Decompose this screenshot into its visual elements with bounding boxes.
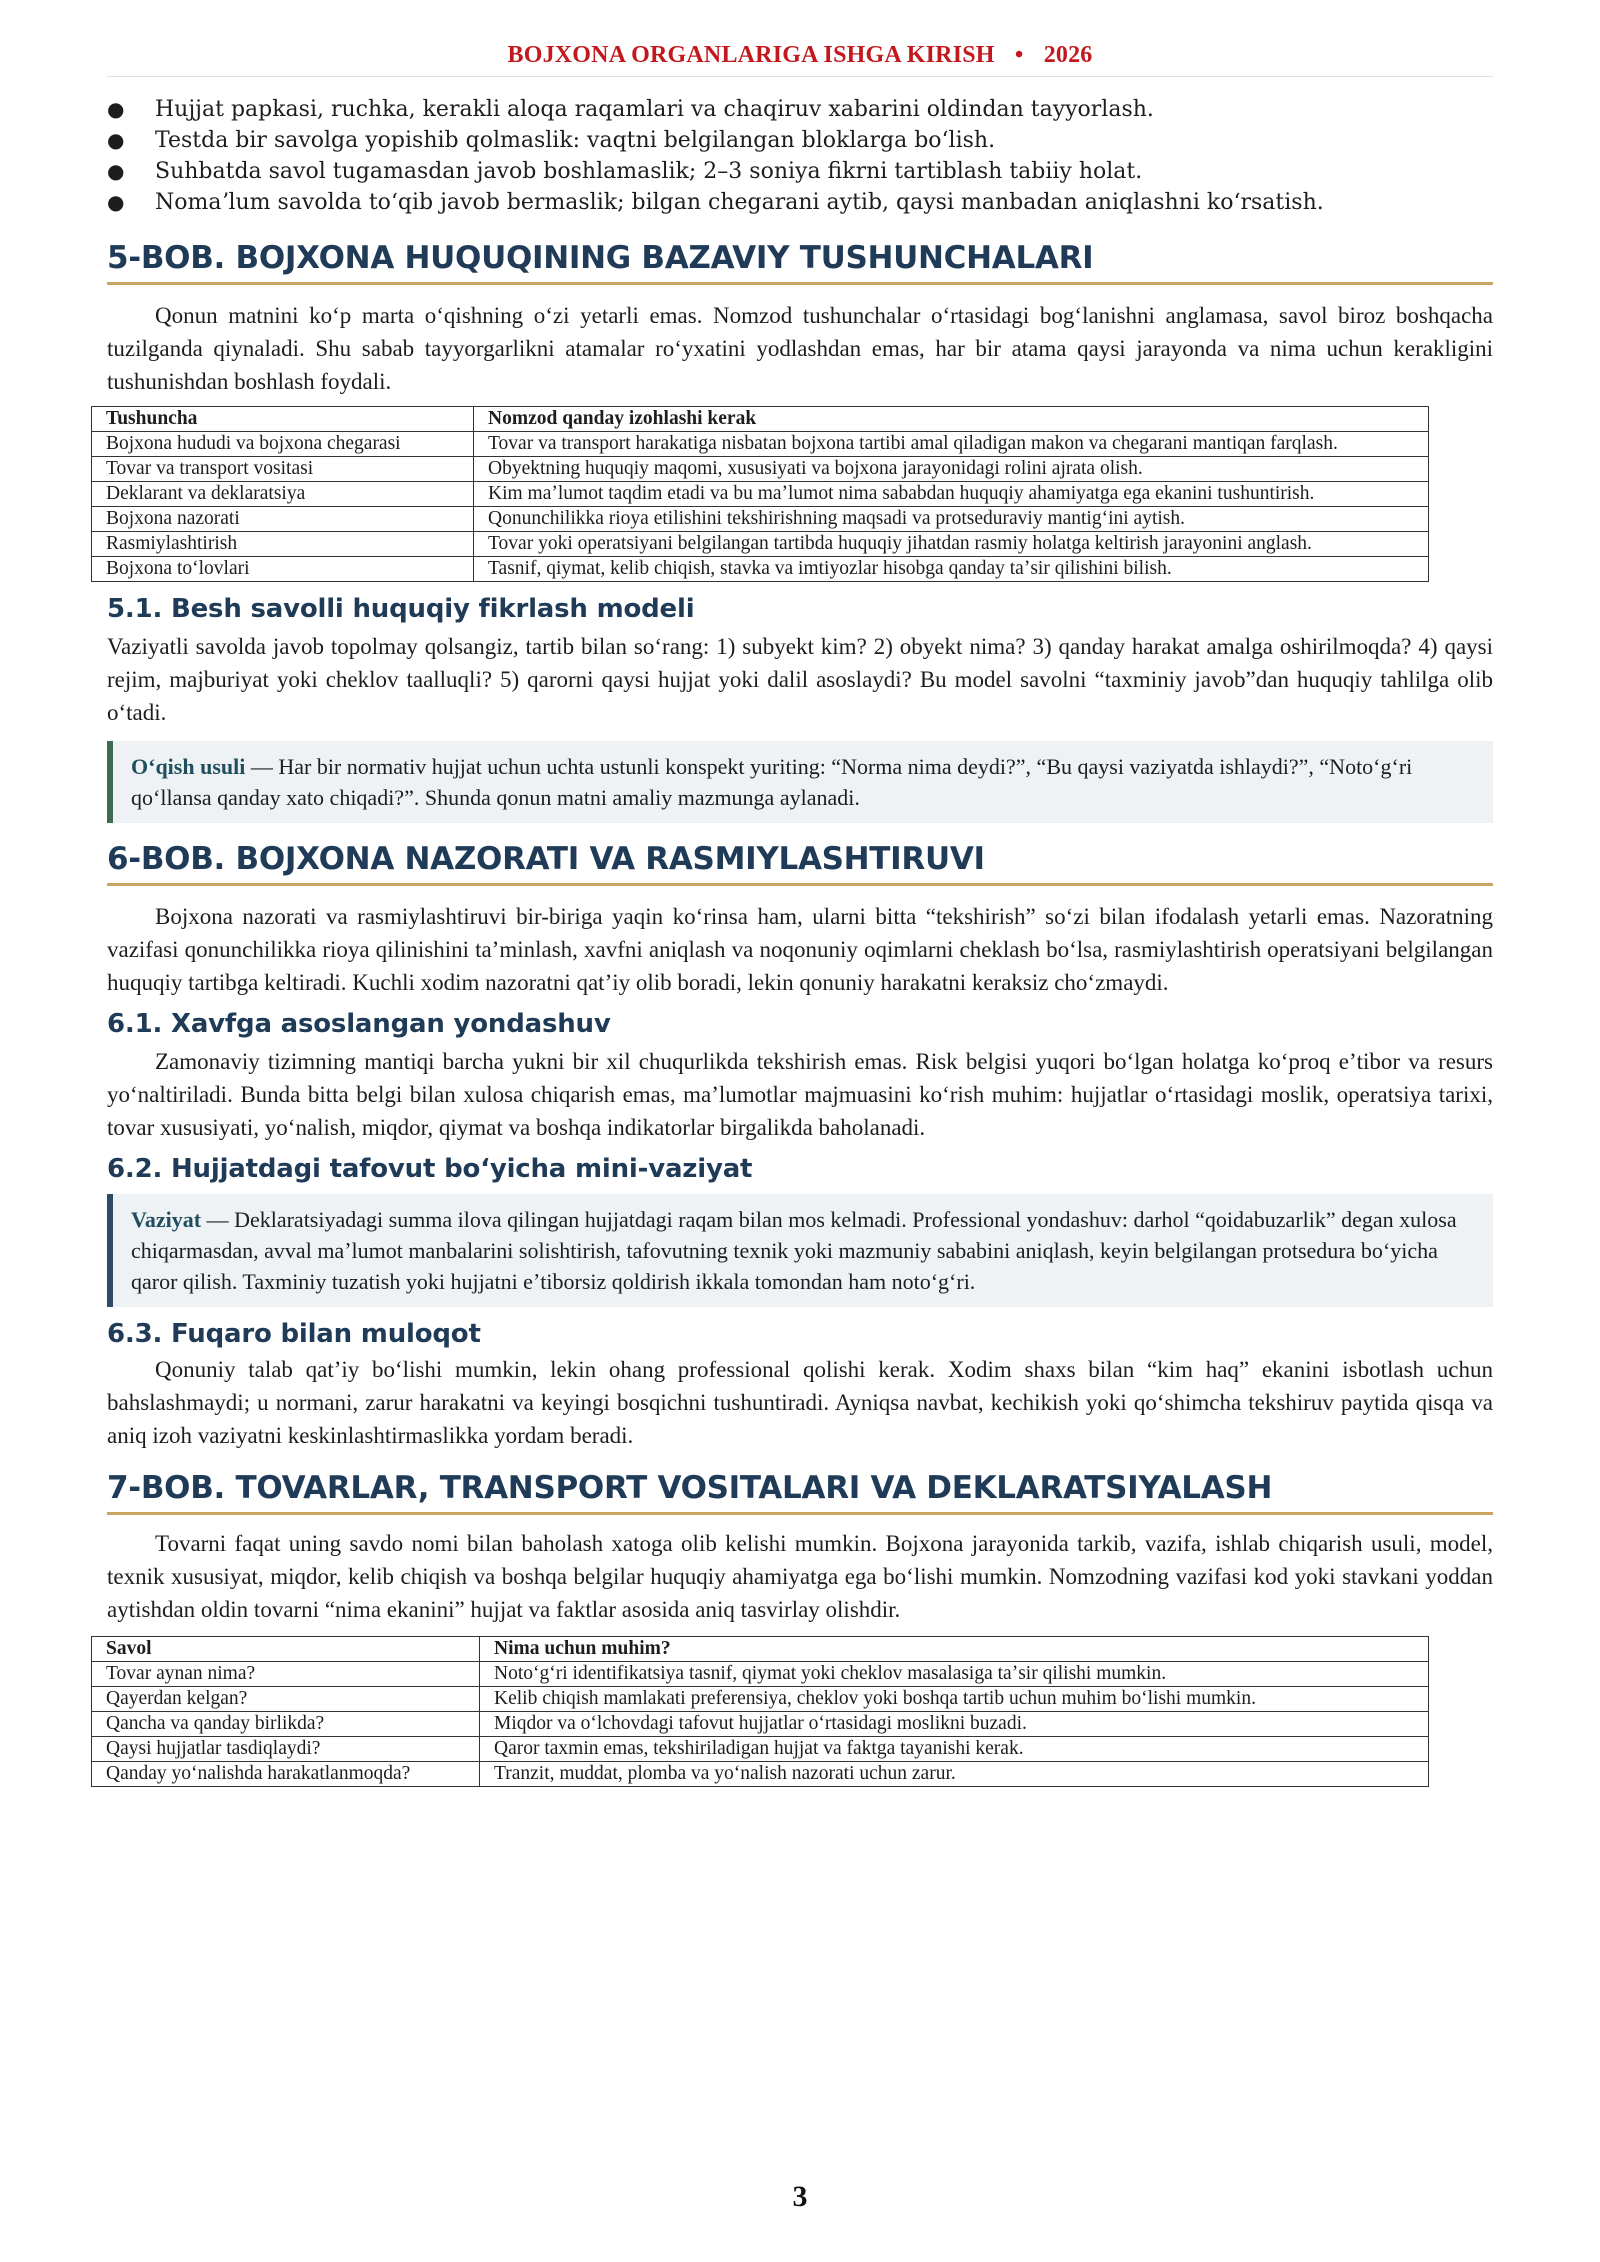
bullet-icon: ●: [107, 159, 125, 183]
list-item: ● Hujjat papkasi, ruchka, kerakli aloqa raqamlari va chaqiruv xabarini oldindan tayyorlash.: [107, 94, 1493, 125]
callout-text: Har bir normativ hujjat uchun uchta ustunli konspekt yuriting: “Norma nima deydi?”, “Bu qaysi vaziyatda ishlaydi?”, “Notoʻgʻri qoʻllansa qanday xato chiqadi?”. Shunda qonun matni amaliy mazmunga aylanadi.: [131, 754, 1413, 810]
list-item: ● Testda bir savolga yopishib qolmaslik: vaqtni belgilangan bloklarga boʻlish.: [107, 125, 1493, 156]
table-cell: Bojxona nazorati: [92, 507, 474, 532]
running-header: [0, 42, 1600, 69]
table-row: [92, 457, 1429, 482]
header-title: BOJXONA ORGANLARIGA ISHGA KIRISH: [507, 42, 995, 68]
header-separator: •: [1014, 42, 1024, 68]
table-cell: Obyektning huquqiy maqomi, xususiyati va bojxona jarayonidagi rolini ajrata olish.: [474, 457, 1429, 482]
callout-lead: Oʻqish usuli: [131, 754, 246, 779]
table-cell: Tovar va transport harakatiga nisbatan bojxona tartibi amal qiladigan makon va chegarani mantiqan farqlash.: [474, 432, 1429, 457]
table-cell: Kelib chiqish mamlakati preferensiya, cheklov yoki boshqa tartib uchun muhim boʻlishi mumkin.: [480, 1687, 1429, 1712]
table-row: [92, 1762, 1429, 1787]
section-5-1-text: Vaziyatli savolda javob topolmay qolsangiz, tartib bilan soʻrang: 1) subyekt kim? 2) obyekt nima? 3) qanday harakat amalga oshirilmoqda? 4) qaysi rejim, majburiyat yoki cheklov taalluqli? 5) qarorni qaysi hujjat yoki dalil asoslaydi? Bu model savolni “taxminiy javob”dan huquqiy tahlilga olib oʻtadi.: [107, 634, 1493, 725]
callout-lead: Vaziyat: [131, 1207, 202, 1232]
table-row: [92, 1687, 1429, 1712]
table-row: [92, 507, 1429, 532]
table-cell: Qaror taxmin emas, tekshiriladigan hujjat va faktga tayanishi kerak.: [480, 1737, 1429, 1762]
reading-tip-callout: Oʻqish usuli — Har bir normativ hujjat uchun uchta ustunli konspekt yuriting: “Norma nima deydi?”, “Bu qaysi vaziyatda ishlaydi?”, “Notoʻgʻri qoʻllansa qanday xato chiqadi?”. Shunda qonun matni amaliy mazmunga aylanadi.: [107, 741, 1493, 823]
column-header: Nima uchun muhim?: [480, 1637, 1429, 1662]
table-cell: Qanday yoʻnalishda harakatlanmoqda?: [92, 1762, 480, 1787]
table-cell: Tasnif, qiymat, kelib chiqish, stavka va imtiyozlar hisobga qanday taʼsir qilishini bilish.: [474, 557, 1429, 582]
section-6-1-text: Zamonaviy tizimning mantiqi barcha yukni bir xil chuqurlikda tekshirish emas. Risk belgisi yuqori boʻlgan holatga koʻproq eʼtibor va resurs yoʻnaltiriladi. Bunda bitta belgi bilan xulosa chiqarish emas, maʼlumotlar majmuasini koʻrish muhim: hujjatlar oʻrtasidagi moslik, operatsiya tarixi, tovar xususiyati, yoʻnalish, miqdor, qiymat va boshqa indikatorlar birgalikda baholanadi.: [107, 1049, 1493, 1140]
chapter-6-intro: Bojxona nazorati va rasmiylashtiruvi bir-biriga yaqin koʻrinsa ham, ularni bitta “tekshirish” soʻzi bilan ifodalash yetarli emas. Nazoratning vazifasi qonunchilikka rioya qilinishini taʼminlash, xavfni aniqlash va noqonuniy oqimlarni cheklash boʻlsa, rasmiylashtirish operatsiyani belgilangan huquqiy tartibga keltiradi. Kuchli xodim nazoratni qatʼiy olib boradi, lekin qonuniy harakatni keraksiz choʻzmaydi.: [107, 904, 1493, 995]
table-row: [92, 557, 1429, 582]
bullet-icon: ●: [107, 128, 125, 152]
table-header-row: [92, 407, 1429, 432]
table-cell: Qaysi hujjatlar tasdiqlaydi?: [92, 1737, 480, 1762]
table-cell: Bojxona toʻlovlari: [92, 557, 474, 582]
page-number: 3: [792, 2180, 808, 2213]
table-row: [92, 1737, 1429, 1762]
table-cell: Tovar va transport vositasi: [92, 457, 474, 482]
table-cell: Tranzit, muddat, plomba va yoʻnalish nazorati uchun zarur.: [480, 1762, 1429, 1787]
table-row: [92, 1662, 1429, 1687]
chapter-7-intro: Tovarni faqat uning savdo nomi bilan baholash xatoga olib kelishi mumkin. Bojxona jarayonida tarkib, vazifa, ishlab chiqarish usuli, model, texnik xususiyat, miqdor, kelib chiqish va boshqa belgilar huquqiy ahamiyatga ega boʻlishi mumkin. Nomzodning vazifasi kod yoki stavkani yoddan aytishdan oldin tovarni “nima ekanini” hujjat va faktlar asosida aniq tasvirlay olishdir.: [107, 1531, 1493, 1622]
table-cell: Tovar yoki operatsiyani belgilangan tartibda huquqiy jihatdan rasmiy holatga keltirish jarayonini anglash.: [474, 532, 1429, 557]
section-6-2-title: 6.2. Hujjatdagi tafovut boʻyicha mini-vaziyat: [107, 1154, 753, 1184]
case-callout: Vaziyat — Deklaratsiyadagi summa ilova qilingan hujjatdagi raqam bilan mos kelmadi. Professional yondashuv: darhol “qoidabuzarlik” degan xulosa chiqarmasdan, avval maʼlumot manbalarini solishtirish, tafovutning texnik yoki mazmuniy sababini aniqlash, keyin belgilangan protsedura boʻyicha qaror qilish. Taxminiy tuzatish yoki hujjatni eʼtiborsiz qoldirish ikkala tomondan ham notoʻgʻri.: [107, 1194, 1493, 1307]
chapter-5-intro: Qonun matnini koʻp marta oʻqishning oʻzi yetarli emas. Nomzod tushunchalar oʻrtasidagi bogʻlanishni anglamasa, savol biroz boshqacha tuzilganda qiynaladi. Shu sabab tayyorgarlikni atamalar roʻyxatini yodlashdan emas, har bir atama qaysi jarayonda va nima uchun kerakligini tushunishdan boshlash foydali.: [107, 303, 1493, 394]
table-cell: Tovar aynan nima?: [92, 1662, 480, 1687]
column-header: Savol: [92, 1637, 480, 1662]
table-cell: Qonunchilikka rioya etilishini tekshirishning maqsadi va protseduraviy mantigʻini aytish.: [474, 507, 1429, 532]
table-row: [92, 532, 1429, 557]
bullet-icon: ●: [107, 97, 125, 121]
chapter-7-title: 7-BOB. TOVARLAR, TRANSPORT VOSITALARI VA DEKLARATSIYALASH: [107, 1470, 1493, 1515]
checklist: [107, 94, 1493, 218]
table-cell: Qayerdan kelgan?: [92, 1687, 480, 1712]
chapter-6-title: 6-BOB. BOJXONA NAZORATI VA RASMIYLASHTIRUVI: [107, 841, 1493, 886]
bullet-icon: ●: [107, 190, 125, 214]
table-row: [92, 482, 1429, 507]
section-5-1-title: 5.1. Besh savolli huquqiy fikrlash modeli: [107, 594, 695, 624]
column-header: Nomzod qanday izohlashi kerak: [474, 407, 1429, 432]
section-6-3-text: Qonuniy talab qatʼiy boʻlishi mumkin, lekin ohang professional qolishi kerak. Xodim shaxs bilan “kim haq” ekanini isbotlash uchun bahslashmaydi; u normani, zarur harakatni va keyingi bosqichni tushuntiradi. Ayniqsa navbat, kechikish yoki qoʻshimcha tekshiruv paytida qisqa va aniq izoh vaziyatni keskinlashtirmaslikka yordam beradi.: [107, 1357, 1493, 1448]
column-header: Tushuncha: [92, 407, 474, 432]
callout-text: Deklaratsiyadagi summa ilova qilingan hujjatdagi raqam bilan mos kelmadi. Professional yondashuv: darhol “qoidabuzarlik” degan xulosa chiqarmasdan, avval maʼlumot manbalarini solishtirish, tafovutning texnik yoki mazmuniy sababini aniqlash, keyin belgilangan protsedura boʻyicha qaror qilish. Taxminiy tuzatish yoki hujjatni eʼtiborsiz qoldirish ikkala tomondan ham notoʻgʻri.: [131, 1207, 1457, 1294]
chapter-5-title: 5-BOB. BOJXONA HUQUQINING BAZAVIY TUSHUNCHALARI: [107, 240, 1493, 285]
list-item: ● Nomaʼlum savolda toʻqib javob bermaslik; bilgan chegarani aytib, qaysi manbadan aniqlashni koʻrsatish.: [107, 187, 1493, 218]
table-cell: Bojxona hududi va bojxona chegarasi: [92, 432, 474, 457]
table-row: [92, 432, 1429, 457]
table-row: [92, 1712, 1429, 1737]
section-6-3-title: 6.3. Fuqaro bilan muloqot: [107, 1319, 481, 1349]
table-cell: Deklarant va deklaratsiya: [92, 482, 474, 507]
table-cell: Qancha va qanday birlikda?: [92, 1712, 480, 1737]
page-content: [107, 94, 1493, 1787]
table-cell: Rasmiylashtirish: [92, 532, 474, 557]
header-year: 2026: [1043, 42, 1093, 68]
table-cell: Notoʻgʻri identifikatsiya tasnif, qiymat yoki cheklov masalasiga taʼsir qilishi mumkin.: [480, 1662, 1429, 1687]
table-cell: Kim maʼlumot taqdim etadi va bu maʼlumot nima sababdan huquqiy ahamiyatga ega ekanini tushuntirish.: [474, 482, 1429, 507]
header-rule: [107, 76, 1493, 77]
concepts-table: [91, 406, 1429, 582]
list-item: ● Suhbatda savol tugamasdan javob boshlamaslik; 2–3 soniya fikrni tartiblash tabiiy holat.: [107, 156, 1493, 187]
table-cell: Miqdor va oʻlchovdagi tafovut hujjatlar oʻrtasidagi moslikni buzadi.: [480, 1712, 1429, 1737]
questions-table: [91, 1636, 1429, 1787]
table-header-row: [92, 1637, 1429, 1662]
section-6-1-title: 6.1. Xavfga asoslangan yondashuv: [107, 1009, 611, 1039]
